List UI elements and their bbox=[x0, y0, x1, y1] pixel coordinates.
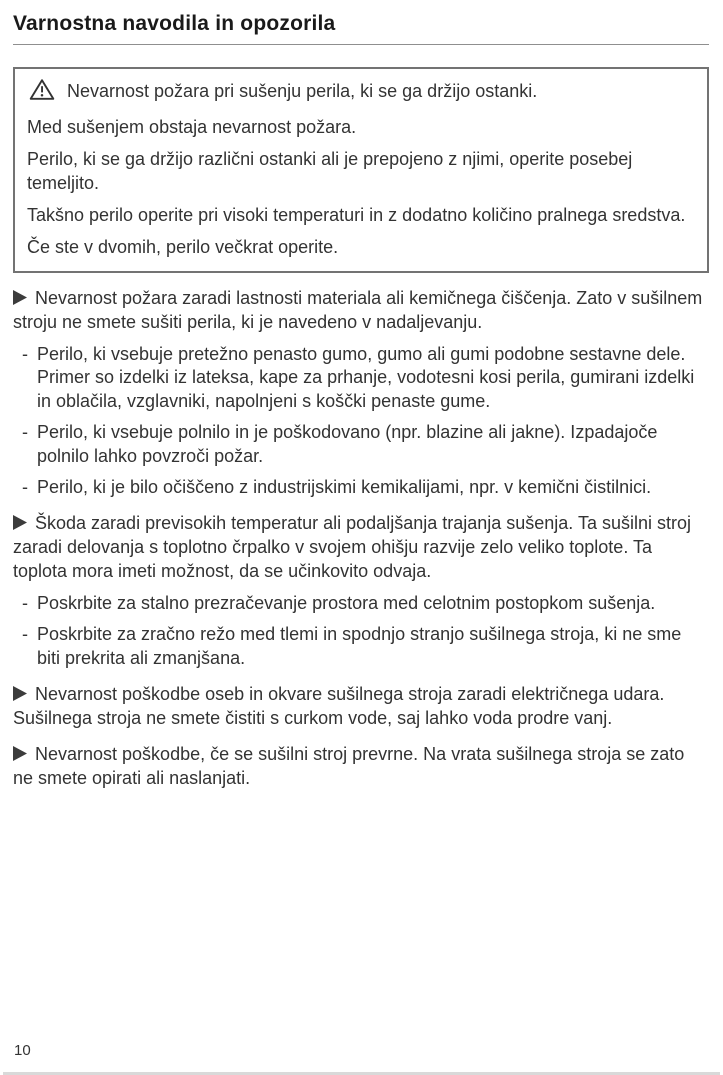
list-item-text: Poskrbite za stalno prezračevanje prostora med celotnim postopkom sušenja. bbox=[37, 592, 656, 613]
warning-paragraph: Perilo, ki se ga držijo različni ostanki ali je prepojeno z njimi, operite posebej temeljito. bbox=[27, 148, 633, 193]
list-item bbox=[13, 476, 709, 500]
right-arrow-bullet-icon bbox=[13, 512, 27, 536]
list-item-text: Poskrbite za zračno režo med tlemi in spodnjo stranjo sušilnega stroja, ki ne sme biti prekrita ali zmanjšana. bbox=[37, 623, 682, 668]
list-item bbox=[13, 623, 709, 671]
body-text bbox=[13, 287, 709, 791]
list-item-text: Perilo, ki vsebuje pretežno penasto gumo, gumo ali gumi podobne sestavne dele. Primer so izdelki iz lateksa, kape za prhanje, vodotesni kosi perila, gumirani izdelki in oblačila, vzglavniki, napolnjeni s koščki penaste gume. bbox=[37, 343, 695, 412]
warning-paragraph: Če ste v dvomih, perilo večkrat operite. bbox=[27, 236, 339, 257]
list-item-text: Perilo, ki vsebuje polnilo in je poškodovano (npr. blazine ali jakne). Izpadajoče polnilo lahko povzroči požar. bbox=[37, 422, 658, 467]
warning-triangle-icon bbox=[29, 78, 55, 108]
warning-lead-text: Nevarnost požara pri sušenju perila, ki se ga držijo ostanki. bbox=[67, 81, 538, 101]
list-item-text: Perilo, ki je bilo očiščeno z industrijskimi kemikalijami, npr. v kemični čistilnici. bbox=[37, 477, 652, 498]
page-number: 10 bbox=[14, 1042, 31, 1059]
list-item bbox=[13, 592, 709, 616]
list-item bbox=[13, 343, 709, 415]
list-item bbox=[13, 421, 709, 469]
hazard-paragraph-fire bbox=[13, 287, 709, 335]
warning-box bbox=[13, 67, 709, 273]
page-title: Varnostna navodila in opozorila bbox=[13, 8, 709, 45]
right-arrow-bullet-icon bbox=[13, 683, 27, 707]
hazard-text: Nevarnost poškodbe, če se sušilni stroj prevrne. Na vrata sušilnega stroja se zato ne smete opirati ali naslanjati. bbox=[13, 743, 685, 788]
dash-bullet: - bbox=[22, 592, 28, 613]
warning-paragraph: Med sušenjem obstaja nevarnost požara. bbox=[27, 116, 357, 137]
dash-bullet: - bbox=[22, 422, 28, 443]
hazard-paragraph-heat bbox=[13, 512, 709, 584]
hazard-text: Nevarnost poškodbe oseb in okvare sušilnega stroja zaradi električnega udara. Sušilnega stroja ne smete čistiti s curkom vode, saj lahko voda prodre vanj. bbox=[13, 683, 665, 728]
right-arrow-bullet-icon bbox=[13, 743, 27, 767]
warning-lead-paragraph bbox=[27, 78, 695, 108]
dash-bullet: - bbox=[22, 477, 28, 498]
hazard-paragraph-tipping bbox=[13, 743, 709, 791]
hazard-text: Škoda zaradi previsokih temperatur ali podaljšanja trajanja sušenja. Ta sušilni stroj zaradi delovanja s toplotno črpalko v svojem ohišju razvije zelo veliko toplote. Ta toplota mora imeti možnost, da se učinkovito odvaja. bbox=[13, 513, 692, 581]
hazard-text: Nevarnost požara zaradi lastnosti materiala ali kemičnega čiščenja. Zato v sušilnem stroju ne smete sušiti perila, ki je navedeno v nadaljevanju. bbox=[13, 287, 703, 332]
dash-bullet: - bbox=[22, 343, 28, 364]
right-arrow-bullet-icon bbox=[13, 287, 27, 311]
warning-paragraph: Takšno perilo operite pri visoki temperaturi in z dodatno količino pralnega sredstva. bbox=[27, 204, 686, 225]
dash-bullet: - bbox=[22, 623, 28, 644]
hazard-paragraph-electric bbox=[13, 683, 709, 731]
